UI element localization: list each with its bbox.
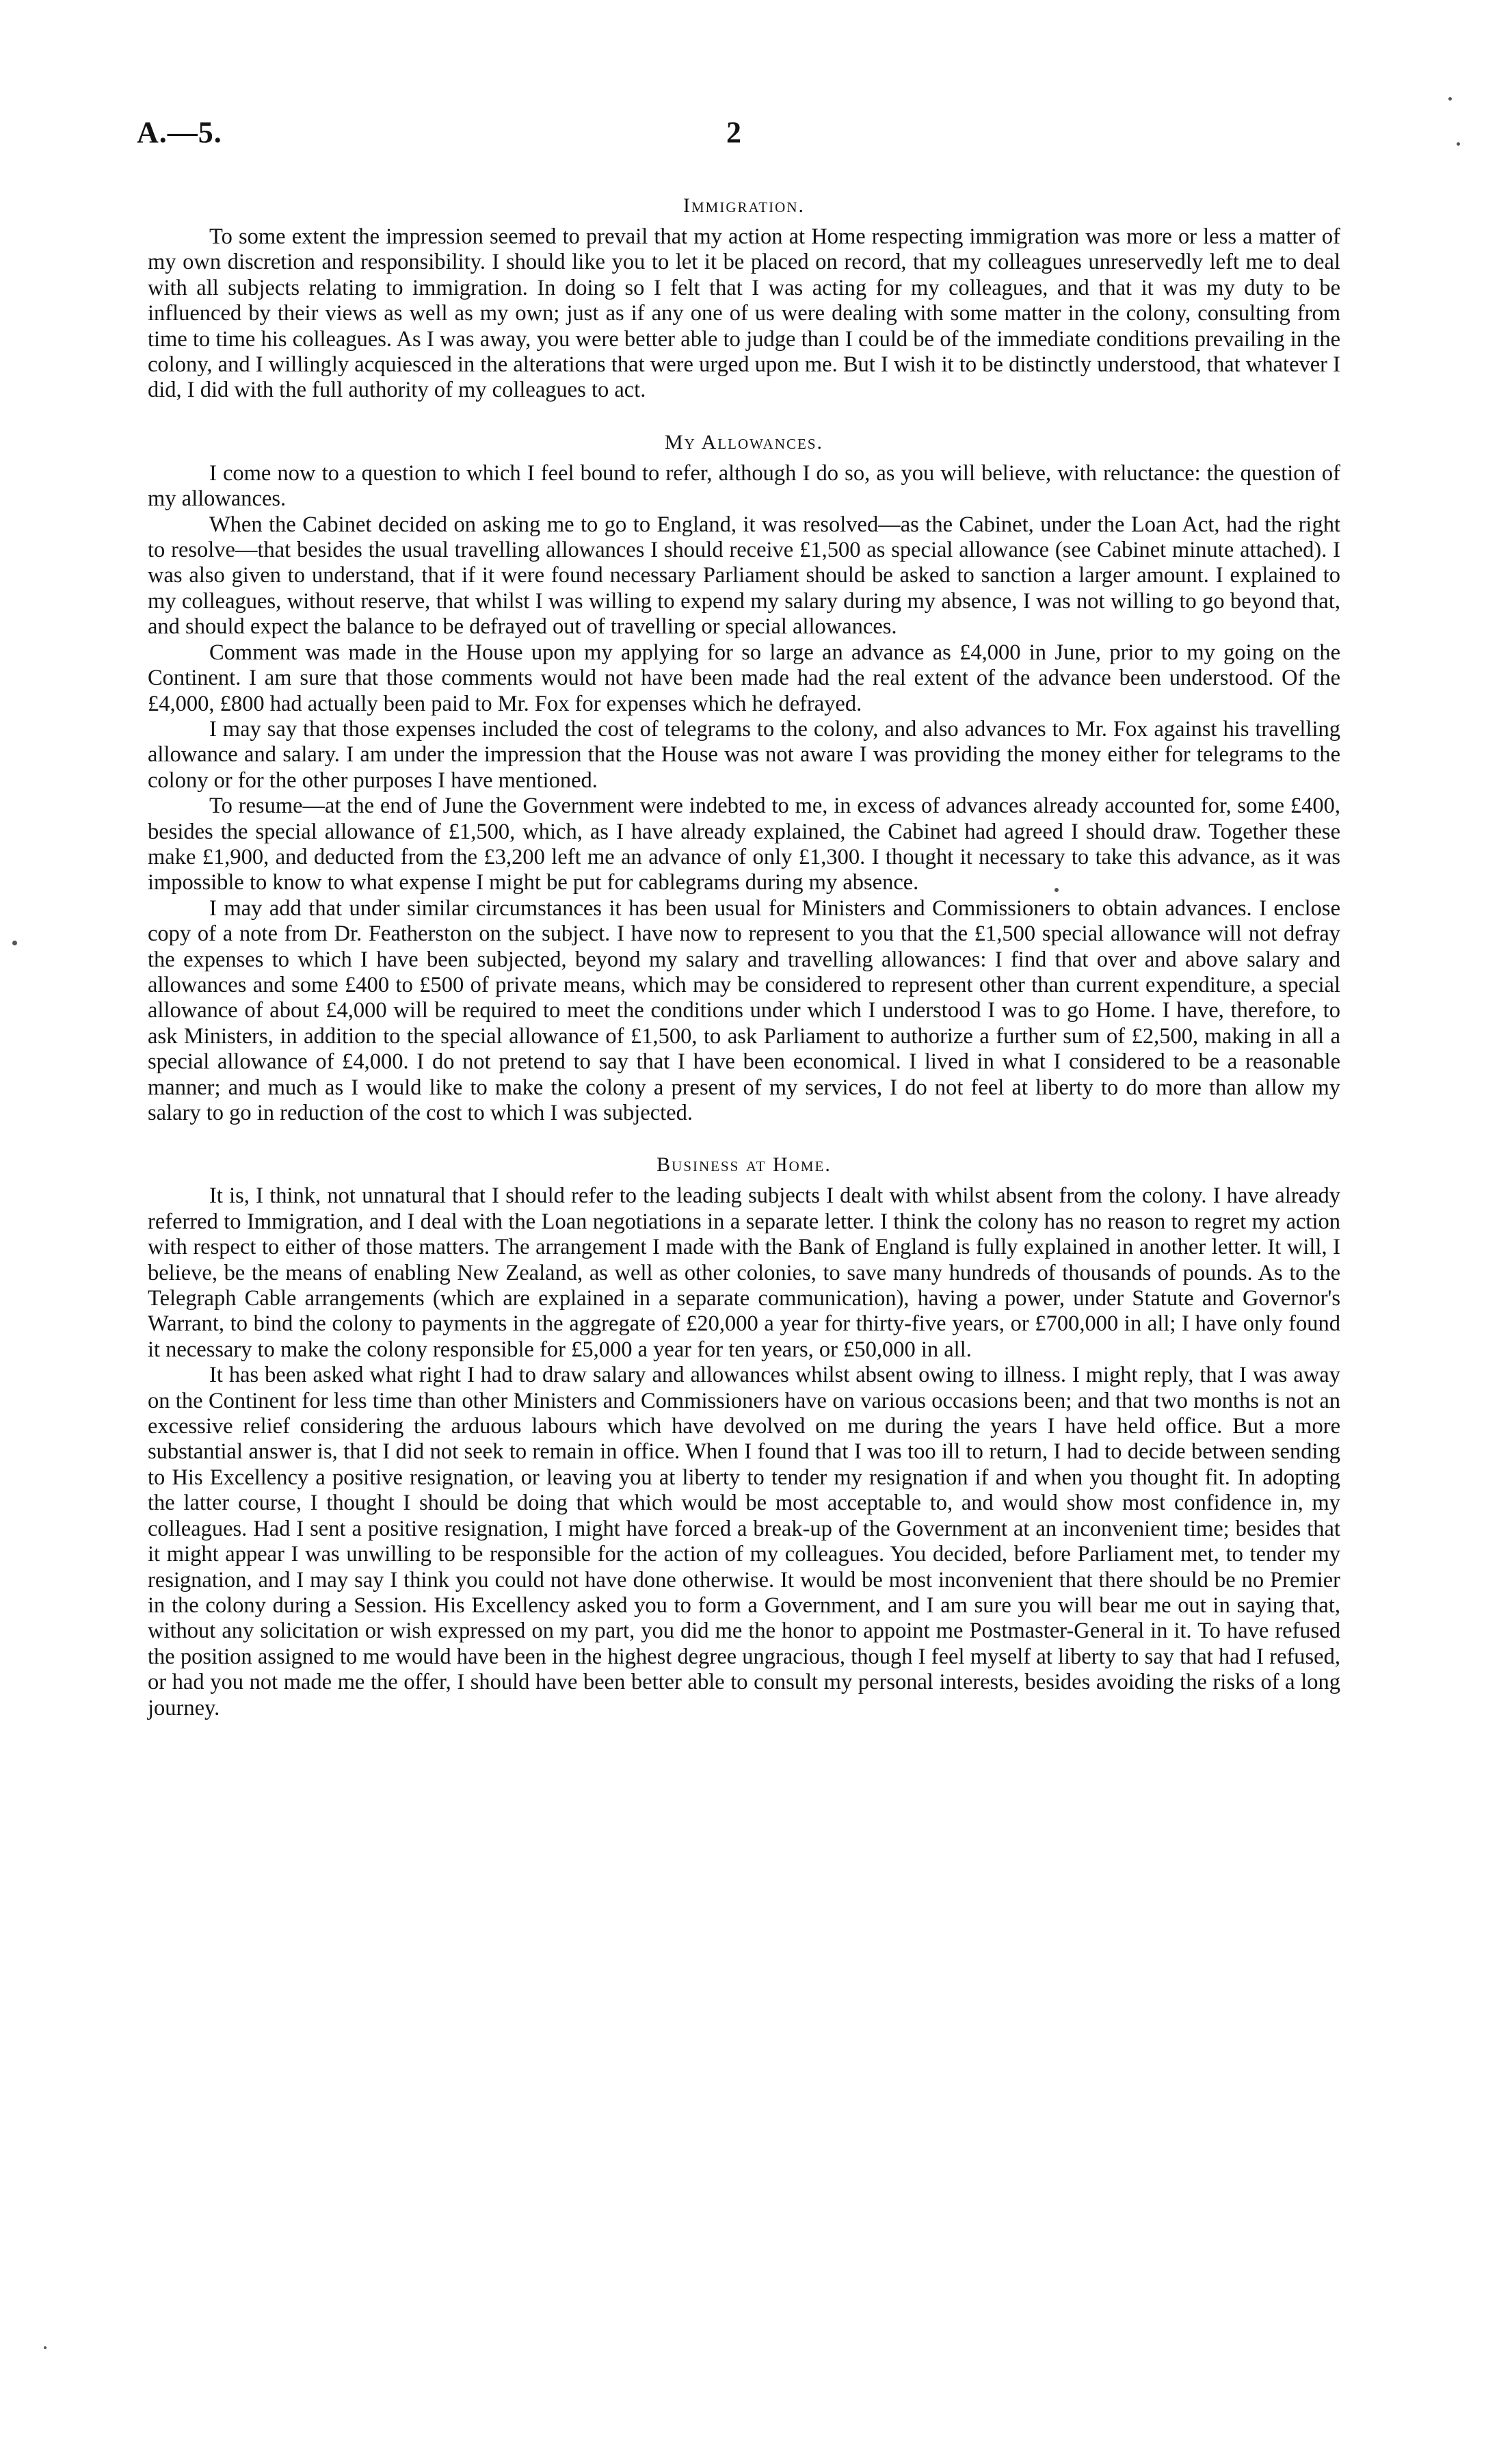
paragraph: It is, I think, not unnatural that I should refer to the leading subjects I dealt with whilst absent from the colony. I have already referred to Immigration, and I deal with the Loan negotiations in a separate letter. I think the colony has no reason to regret my action with respect to either of those matters. The arrangement I made with the Bank of England is fully explained in another letter. It will, I believe, be the means of enabling New Zealand, as well as other colonies, to save many hundreds of thousands of pounds. As to the Telegraph Cable arrangements (which are explained in a separate communication), having a power, under Statute and Governor's Warrant, to bind the colony to payments in the aggregate of £20,000 a year for thirty-five years, or £700,000 in all; I have only found it necessary to make the colony responsible for £5,000 a year for ten years, or £50,000 in all. — [148, 1183, 1340, 1362]
section-business-at-home — [148, 1153, 1340, 1721]
print-speck — [12, 941, 17, 945]
body-column — [148, 185, 1340, 1721]
section-immigration — [148, 194, 1340, 404]
page-number: 2 — [726, 116, 741, 149]
paragraph: I come now to a question to which I feel bound to refer, although I do so, as you will believe, with reluctance: the question of my allowances. — [148, 460, 1340, 512]
paragraph: To some extent the impression seemed to prevail that my action at Home respecting immigration was more or less a matter of my own discretion and responsibility. I should like you to let it be placed on record, that my colleagues unreservedly left me to deal with all subjects relating to immigration. In doing so I felt that I was acting for my colleagues, and that it was my duty to be influenced by their views as well as my own; just as if any one of us were dealing with some matter in the colony, consulting from time to time his colleagues. As I was away, you were better able to judge than I could be of the immediate conditions prevailing in the colony, and I willingly acquiesced in the alterations that were urged upon me. But I wish it to be distinctly understood, that whatever I did, I did with the full authority of my colleagues to act. — [148, 224, 1340, 403]
section-heading: Immigration. — [683, 194, 805, 217]
paragraph: It has been asked what right I had to draw salary and allowances whilst absent owing to illness. I might reply, that I was away on the Continent for less time than other Ministers and Commissioners have on various occasions been; and that two months is not an excessive relief considering the arduous labours which have devolved on me during the years I have held office. But a more substantial answer is, that I did not seek to remain in office. When I found that I was too ill to return, I had to decide between sending to His Excellency a positive resignation, or leaving you at liberty to tender my resignation if and when you thought fit. In adopting the latter course, I thought I should be doing that which would be most acceptable to, and would show most confidence in, my colleagues. Had I sent a positive resignation, I might have forced a break-up of the Government at an inconvenient time; besides that it might appear I was unwilling to be responsible for the action of my colleagues. You decided, before Parliament met, to tender my resignation, and I may say I think you could not have done otherwise. It would be most inconvenient that there should be no Premier in the colony during a Session. His Excellency asked you to form a Government, and I am sure you will bear me out in saying that, without any solicitation or wish expressed on my part, you did me the honor to appoint me Postmaster-General in it. To have refused the position assigned to me would have been in the highest degree ungracious, though I feel myself at liberty to say that had I refused, or had you not made me the offer, I should have been better able to consult my personal interests, besides avoiding the risks of a long journey. — [148, 1363, 1340, 1720]
section-heading: My Allowances. — [664, 430, 823, 454]
paragraph: I may say that those expenses included the cost of telegrams to the colony, and also advances to Mr. Fox against his travelling allowance and salary. I am under the impression that the House was not aware I was providing the money either for telegrams to the colony or for the other purposes I have mentioned. — [148, 716, 1340, 793]
print-speck — [44, 2346, 47, 2349]
document-reference: A.—5. — [137, 116, 222, 149]
paragraph: Comment was made in the House upon my applying for so large an advance as £4,000 in June, prior to my going on the Continent. I am sure that those comments would not have been made had the real extent of the advance been understood. Of the £4,000, £800 had actually been paid to Mr. Fox for expenses which he defrayed. — [148, 640, 1340, 716]
print-speck — [1457, 142, 1460, 146]
section-heading: Business at Home. — [656, 1153, 832, 1177]
section-my-allowances — [148, 431, 1340, 1127]
print-speck — [1448, 97, 1452, 101]
paragraph: I may add that under similar circumstances it has been usual for Ministers and Commissioners to obtain advances. I enclose copy of a note from Dr. Featherston on the subject. I have now to represent to you that the £1,500 special allowance will not defray the expenses to which I have been subjected, beyond my salary and travelling allowances: I find that over and above salary and allowances and some £400 to £500 of private means, which may be considered to represent other than current expenditure, a special allowance of about £4,000 will be required to meet the conditions under which I understood I was to go Home. I have, therefore, to ask Ministers, in addition to the special allowance of £1,500, to ask Parliament to authorize a further sum of £2,500, making in all a special allowance of £4,000. I do not pretend to say that I have been economical. I lived in what I considered to be a reasonable manner; and much as I would like to make the colony a present of my services, I do not feel at liberty to do more than allow my salary to go in reduction of the cost to which I was subjected. — [148, 895, 1340, 1125]
paragraph: When the Cabinet decided on asking me to go to England, it was resolved—as the Cabinet, under the Loan Act, had the right to resolve—that besides the usual travelling allowances I should receive £1,500 as special allowance (see Cabinet minute attached). I was also given to understand, that if it were found necessary Parliament should be asked to sanction a larger amount. I explained to my colleagues, without reserve, that whilst I was willing to expend my salary during my absence, I was not willing to go beyond that, and should expect the balance to be defrayed out of travelling or special allowances. — [148, 512, 1340, 640]
paragraph: To resume—at the end of June the Government were indebted to me, in excess of advances already accounted for, some £400, besides the special allowance of £1,500, which, as I have already explained, the Cabinet had agreed I should draw. Together these make £1,900, and deducted from the £3,200 left me an advance of only £1,300. I thought it necessary to take this advance, as it was impossible to know to what expense I might be put for cablegrams during my absence. — [148, 794, 1340, 895]
print-speck — [1054, 888, 1059, 892]
